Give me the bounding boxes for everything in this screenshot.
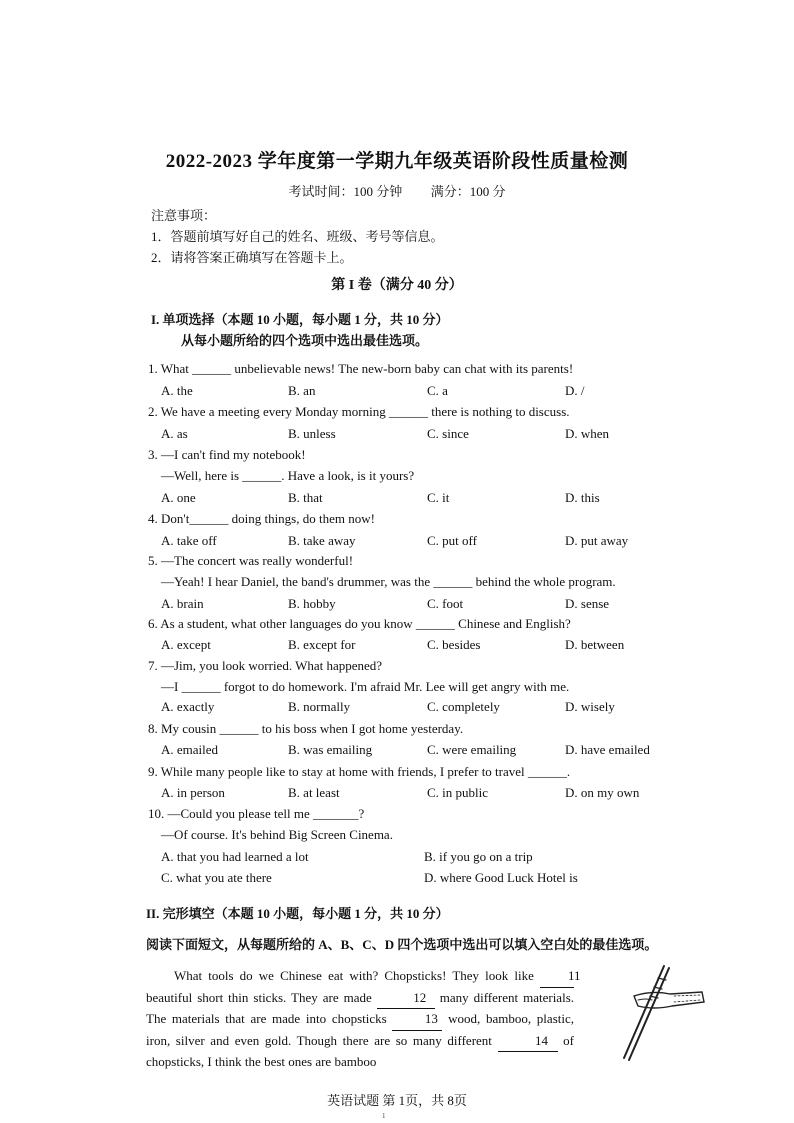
- answer-option: B. hobby: [288, 596, 336, 611]
- exam-time: 考试时间：100 分钟: [288, 184, 403, 199]
- answer-option: A. the: [161, 383, 193, 398]
- section2-heading: II. 完形填空（本题 10 小题，每小题 1 分，共 10 分）: [146, 906, 449, 921]
- blank-13: 13: [392, 1009, 442, 1031]
- passage-text: many different materials. The materials that are made into chopsticks: [146, 989, 574, 1026]
- answer-option: A. except: [161, 637, 211, 652]
- answer-option: D. on my own: [565, 785, 640, 800]
- question-dialogue-line: —I ______ forgot to do homework. I'm afraid Mr. Lee will get angry with me.: [161, 679, 570, 694]
- question-stem: 9. While many people like to stay at home with friends, I prefer to travel ______.: [148, 764, 571, 779]
- answer-option: A. brain: [161, 596, 204, 611]
- passage-text: What tools do we Chinese eat with? Chopsticks! They look like: [174, 968, 540, 983]
- notice-item: 2．请将答案正确填写在答题卡上。: [151, 250, 353, 265]
- question-stem: 3. —I can't find my notebook!: [148, 447, 306, 462]
- answer-option: C. since: [427, 426, 469, 441]
- answer-option: B. that: [288, 490, 323, 505]
- answer-option: D. between: [565, 637, 625, 652]
- question-stem: 2. We have a meeting every Monday morning ______ there is nothing to discuss.: [148, 404, 570, 419]
- answer-option: B. at least: [288, 785, 340, 800]
- answer-option: D. sense: [565, 596, 610, 611]
- answer-option: D. /: [565, 383, 585, 398]
- passage-text: wood, bamboo, plastic, iron, silver and even gold. Though there are so many different: [146, 1011, 574, 1048]
- answer-option: A. one: [161, 490, 196, 505]
- answer-option: C. foot: [427, 596, 464, 611]
- blank-11: 11: [540, 966, 574, 988]
- passage-text: of chopsticks, I think the best ones are bamboo: [146, 1032, 574, 1069]
- answer-option: C. besides: [427, 637, 481, 652]
- question-stem: 1. What ______ unbelievable news! The new-born baby can chat with its parents!: [148, 361, 574, 376]
- section1-heading: I. 单项选择（本题 10 小题，每小题 1 分，共 10 分）: [151, 312, 449, 327]
- passage-text: beautiful short thin sticks. They are made: [146, 989, 377, 1005]
- question-dialogue-line: —Of course. It's behind Big Screen Cinema.: [161, 827, 393, 842]
- exam-title: 2022-2023 学年度第一学期九年级英语阶段性质量检测: [165, 151, 629, 172]
- cloze-passage: [146, 966, 581, 1073]
- answer-option: C. completely: [427, 699, 500, 714]
- answer-option: C. put off: [427, 533, 477, 548]
- volume-title: 第 I 卷（满分 40 分）: [331, 278, 463, 293]
- notice-heading: 注意事项：: [151, 208, 217, 223]
- question-stem: 7. —Jim, you look worried. What happened?: [148, 658, 383, 673]
- answer-option: D. have emailed: [565, 742, 650, 757]
- answer-option: B. if you go on a trip: [424, 849, 533, 864]
- answer-option: C. a: [427, 383, 448, 398]
- answer-option: D. where Good Luck Hotel is: [424, 870, 578, 885]
- answer-option: A. as: [161, 426, 188, 441]
- question-dialogue-line: —Yeah! I hear Daniel, the band's drummer, was the ______ behind the whole program.: [161, 574, 616, 589]
- answer-option: A. that you had learned a lot: [161, 849, 309, 864]
- question-stem: 10. —Could you please tell me _______?: [148, 806, 365, 821]
- answer-option: A. take off: [161, 533, 217, 548]
- section1-instruction: 从每小题所给的四个选项中选出最佳选项。: [181, 333, 429, 348]
- answer-option: A. exactly: [161, 699, 215, 714]
- question-stem: 5. —The concert was really wonderful!: [148, 553, 354, 568]
- answer-option: B. was emailing: [288, 742, 373, 757]
- answer-option: C. what you ate there: [161, 870, 272, 885]
- answer-option: A. emailed: [161, 742, 219, 757]
- answer-option: C. it: [427, 490, 450, 505]
- question-dialogue-line: —Well, here is ______. Have a look, is it yours?: [161, 468, 415, 483]
- answer-option: D. when: [565, 426, 610, 441]
- answer-option: B. unless: [288, 426, 336, 441]
- answer-option: B. an: [288, 383, 316, 398]
- answer-option: D. put away: [565, 533, 629, 548]
- answer-option: A. in person: [161, 785, 225, 800]
- answer-option: D. wisely: [565, 699, 615, 714]
- page-footer: 英语试题 第 1页，共 8页: [327, 1093, 467, 1108]
- exam-score: 满分：100 分: [430, 184, 506, 199]
- answer-option: B. normally: [288, 699, 351, 714]
- section2-instruction: 阅读下面短文，从每题所给的 A、B、C、D 四个选项中选出可以填入空白处的最佳选项。: [146, 937, 658, 952]
- blank-14: 14: [498, 1031, 558, 1053]
- answer-option: B. take away: [288, 533, 356, 548]
- answer-option: B. except for: [288, 637, 356, 652]
- answer-option: D. this: [565, 490, 600, 505]
- question-stem: 8. My cousin ______ to his boss when I got home yesterday.: [148, 721, 464, 736]
- exam-info: [0, 181, 794, 200]
- answer-option: C. were emailing: [427, 742, 517, 757]
- notice-item: 1．答题前填写好自己的姓名、班级、考号等信息。: [151, 229, 444, 244]
- blank-12: 12: [377, 988, 435, 1010]
- question-stem: 6. As a student, what other languages do you know ______ Chinese and English?: [148, 616, 571, 631]
- page-mark: 1: [382, 1112, 386, 1120]
- chopsticks-illustration: [612, 960, 708, 1064]
- answer-option: C. in public: [427, 785, 489, 800]
- question-stem: 4. Don't______ doing things, do them now!: [148, 511, 375, 526]
